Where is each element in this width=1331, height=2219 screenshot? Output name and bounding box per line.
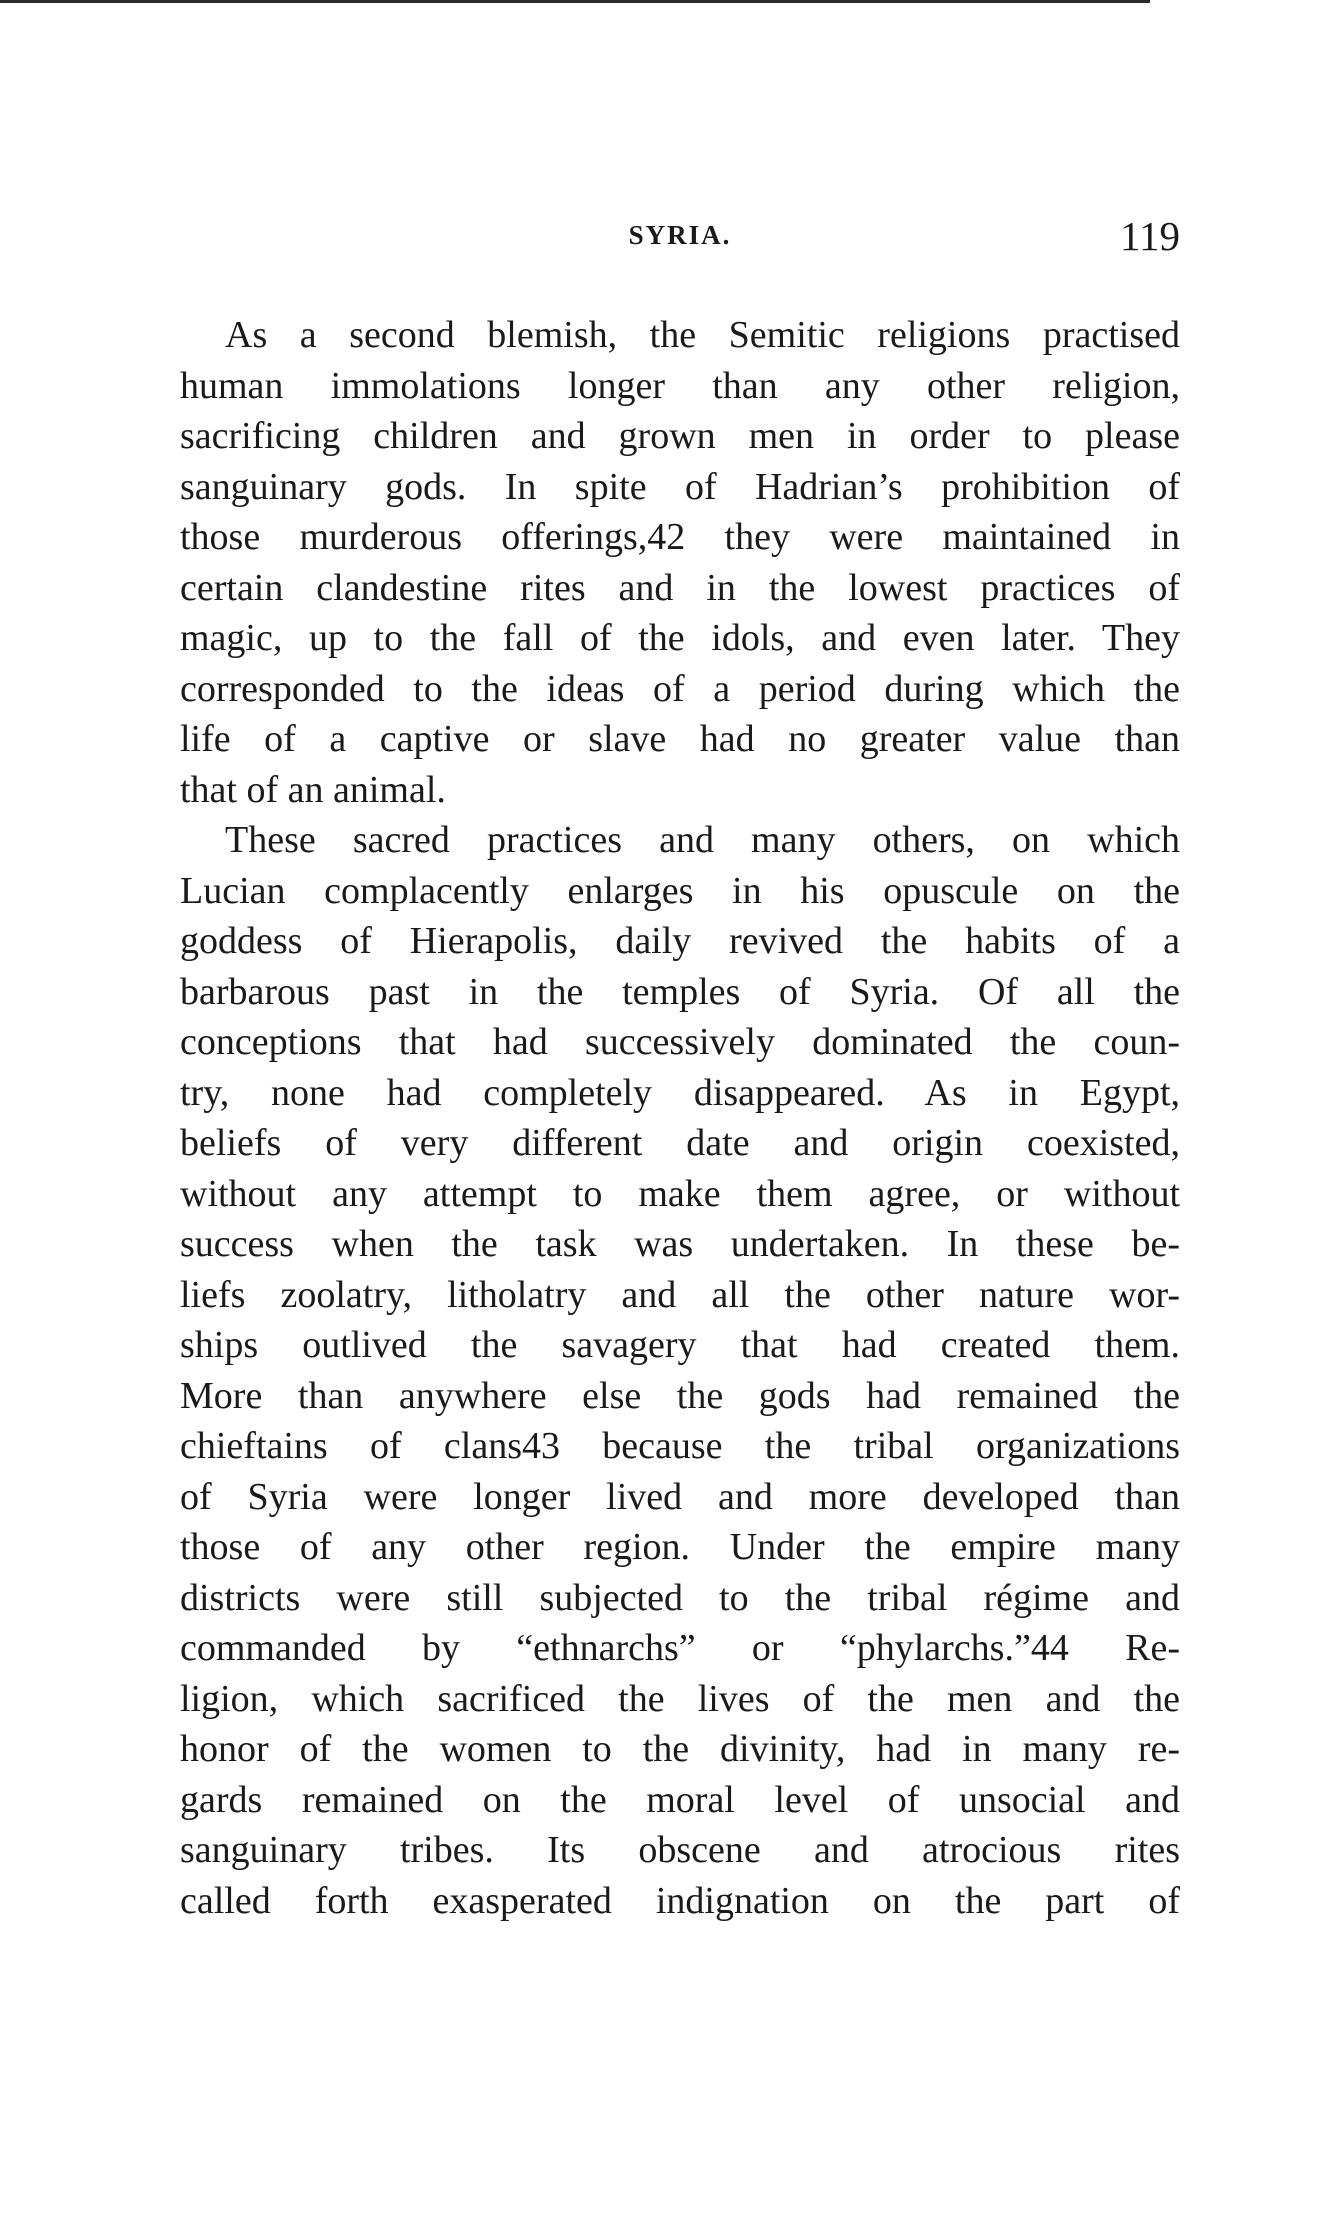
- text-line: magic, up to the fall of the idols, and even later. They: [180, 617, 1180, 659]
- text-line: ships outlived the savagery that had created them.: [180, 1324, 1180, 1366]
- text-line: These sacred practices and many others, on which: [225, 819, 1180, 861]
- text-line: More than anywhere else the gods had remained the: [180, 1374, 1180, 1417]
- text-line: sacrificing children and grown men in order to please: [180, 415, 1180, 457]
- text-line: corresponded to the ideas of a period during which the: [180, 667, 1180, 710]
- text-line: gards remained on the moral level of unsocial and: [180, 1778, 1180, 1821]
- text-line: conceptions that had successively dominated the coun-: [180, 1021, 1180, 1063]
- text-line: life of a captive or slave had no greater value than: [180, 718, 1180, 760]
- text-line: districts were still subjected to the tribal régime and: [180, 1576, 1180, 1619]
- text-line: beliefs of very different date and origin coexisted,: [180, 1122, 1180, 1164]
- text-line: those of any other region. Under the empire many: [180, 1526, 1180, 1568]
- text-line: without any attempt to make them agree, or without: [180, 1172, 1180, 1215]
- text-line: chieftains of clans43 because the tribal organizations: [180, 1425, 1180, 1467]
- text-line: honor of the women to the divinity, had in many re-: [180, 1728, 1180, 1770]
- text-line: certain clandestine rites and in the lowest practices of: [180, 566, 1180, 609]
- body-text: [180, 310, 1180, 1926]
- page-number: 119: [1120, 213, 1180, 259]
- text-line: commanded by “ethnarchs” or “phylarchs.”44 Re-: [180, 1627, 1180, 1669]
- text-line: that of an animal.: [180, 768, 446, 811]
- text-line: of Syria were longer lived and more developed than: [180, 1475, 1180, 1518]
- text-line: those murderous offerings,42 they were maintained in: [180, 516, 1180, 558]
- text-line: liefs zoolatry, litholatry and all the other nature wor-: [180, 1273, 1180, 1316]
- paragraph-2: [180, 815, 1180, 1926]
- text-line: human immolations longer than any other religion,: [180, 364, 1180, 407]
- text-line: called forth exasperated indignation on the part of: [180, 1879, 1180, 1922]
- paragraph-1: [180, 310, 1180, 815]
- text-line: sanguinary gods. In spite of Hadrian’s prohibition of: [180, 465, 1180, 508]
- top-rule: [0, 0, 1150, 3]
- text-line: ligion, which sacrificed the lives of the men and the: [180, 1677, 1180, 1720]
- text-line: try, none had completely disappeared. As in Egypt,: [180, 1071, 1180, 1114]
- text-line: success when the task was undertaken. In these be-: [180, 1223, 1180, 1265]
- text-line: Lucian complacently enlarges in his opuscule on the: [180, 869, 1180, 912]
- text-line: sanguinary tribes. Its obscene and atrocious rites: [180, 1829, 1180, 1871]
- text-line: As a second blemish, the Semitic religions practised: [225, 314, 1180, 356]
- running-head: SYRIA.: [628, 220, 732, 250]
- page-header: [180, 212, 1180, 262]
- text-line: goddess of Hierapolis, daily revived the habits of a: [180, 920, 1180, 962]
- text-line: barbarous past in the temples of Syria. Of all the: [180, 970, 1180, 1013]
